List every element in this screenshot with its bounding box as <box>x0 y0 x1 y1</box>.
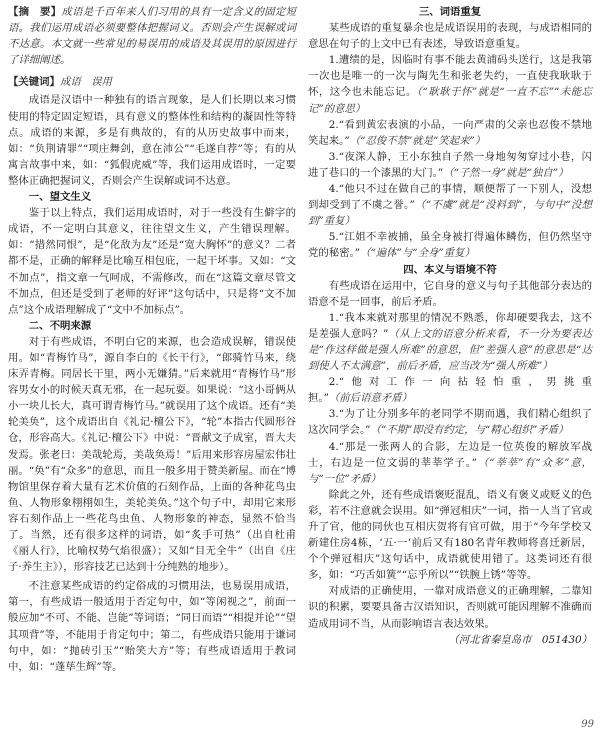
abstract-text: 成语是千百年来人们习用的具有一定含义的固定短语。我们运用成语必须要整体把握词义。否则会产生误解或词不达意。本文就一些常见的易误用的成语及其误用的原因进行了详细阐述。 <box>8 6 297 67</box>
intro-paragraph: 成语是汉语中一种独有的语言现象，是人们长期以来习惯使用的特定固定短语，具有意义的整体性和结构的凝固性等特点。成语的来源，多是有典故的，有的从历史故事中而来，如：“负荆请罪”“项庄舞剑，意在沛公”“毛遂自荐”等；有的从寓言故事中来，如：“狐假虎威”等，我们运用成语时，一定要整体正确把握词义，否则会产生误解或词不达意。 <box>8 94 296 187</box>
example-1 <box>308 52 592 116</box>
connotation-paragraph: 除此之外，还有些成语褒贬混乱，语义有褒义或贬义的色彩，若不注意就会误用。如“弹冠相庆”一词，指一人当了官或升了官，他的同伙也互相庆贺将有官可做，用于“今年学校又新建住房4栋，‘五·一’前后又有180名青年教师将喜迁新居，个个弹冠相庆”这句话中，成语就使用错了。这类词还有很多，如：“巧舌如簧”“忘乎所以”“铁腕上锈”等等。 <box>308 488 592 582</box>
example-3-text: 3.“夜深人静，王小东独自子然一身地匆匆穿过小巷，闪进了巷口的一个漆黑的大门。” <box>308 150 592 179</box>
mismatch-3-note: （“不期”即没有约定，与“精心组织”矛盾） <box>370 424 569 437</box>
mismatch-2-note: （前后语意矛盾） <box>328 392 413 405</box>
mismatch-4-note: （“莘莘”有“众多”意，与“一位”矛盾） <box>308 456 592 485</box>
section-heading-3: 三、词语重复 <box>418 6 482 18</box>
example-5 <box>308 229 592 261</box>
example-5-note: （“遍体”与“全身”重复） <box>360 247 475 260</box>
example-2 <box>308 117 592 149</box>
abstract-label: 【摘 要】 <box>8 6 62 18</box>
usage-paragraph: 不注意某些成语的约定俗成的习惯用法，也易误用成语，第一，有些成语一般适用于否定句中，如“等闲视之”，前面一般应加“不可、不能、岂能”等词语；“同日而语”“相提并论”“望其项背”等，不能用于肯定句中；第二，有些成语只能用于谦词句中，如：“抛砖引玉”“贻笑大方”等；有些成语适用于教词中，如：“蓬荜生辉”等。 <box>8 580 296 673</box>
example-2-text: 2.“看到黄宏表演的小品，一向严肃的父亲也忍俊不禁地笑起来。” <box>308 118 592 147</box>
example-5-text: 5.“江姐不幸被捕，虽全身被打得遍体鳞伤，但仍然坚守党的秘密。” <box>308 231 592 260</box>
example-1-note: （“耿耿于怀”就是“一直不忘”“未能忘记”的意思） <box>308 86 593 115</box>
mismatch-example-1 <box>308 310 592 374</box>
mismatch-2-text: 2.“他对工作一向拈轻怕重，男挑重担。” <box>308 376 592 405</box>
section-heading-1: 一、望文生义 <box>28 191 92 204</box>
example-3 <box>308 149 592 181</box>
page-number: 99 <box>581 719 594 730</box>
section-4-paragraph: 有些成语在运用中，它自身的意义与句子其他部分表达的语意不是一回事，前后矛盾。 <box>308 279 592 308</box>
conclusion-paragraph: 对成语的正确使用，一靠对成语意义的正确理解，二靠知识的积累，要要具备古汉语知识，否则就可能因理解不准确而造成用词不当，从而影响语言表达效果。 <box>308 585 592 630</box>
abstract-paragraph <box>8 4 296 68</box>
mismatch-3-text: 3.“为了让分别多年的老同学不期而遇，我们精心组织了这次同学会。” <box>308 408 592 437</box>
mismatch-4-text: 4.“那是一张两人的合影，左边是一位英俊的解放军战士，右边是一位文弱的莘莘学子。” <box>308 440 592 469</box>
mismatch-example-4 <box>308 439 592 487</box>
right-column <box>308 4 592 648</box>
keywords-label: 【关键词】 <box>8 76 60 89</box>
keywords-text: 成语 误用 <box>59 76 112 89</box>
example-4-text: 4.“他只不过在做自己的事情，顺便帮了一下别人，没想到却受到了不虞之誉。” <box>308 183 592 212</box>
example-2-note: （“忍俊不禁”就是“笑起来”） <box>349 134 486 147</box>
author-address: （河北省秦皇岛市 051430） <box>448 633 592 646</box>
section-heading-4: 四、本义与语境不符 <box>403 263 497 276</box>
example-4 <box>308 181 592 229</box>
section-1-paragraph: 鉴于以上特点，我们运用成语时，对于一些没有生僻字的成语，不一定明白其意义，往往望文生义，产生错误理解。如：“措然同恨”，是“化敌为友”还是“宽大胸怀”的意义？二者都不是，正确的解释是比喻互相包庇，一起干坏事。又如：“文不加点”，指文章一气呵成，不需修改，而在“这篇文章尽管文不加点，但还是受到了老师的好评”这句话中，只是将“文不加点”这个成语理解成了“文中不加标点”。 <box>8 207 296 316</box>
section-heading-2: 二、不明来源 <box>28 319 92 332</box>
keywords-paragraph <box>8 74 296 90</box>
abstract-block <box>8 4 296 90</box>
example-1-text: 1.遭绩的是，因临时有事不能去黄浦码头送行，这是我第一次也是唯一的一次与陶先生和张老失约，一直使我耿耿于怀，这今也未能忘记。 <box>308 54 592 99</box>
section-3-paragraph: 某些成语的重复暴余也是成语误用的表现，与成语相同的意思在句子的上文中已有表述，导致语意重复。 <box>308 22 592 51</box>
mismatch-example-2 <box>308 374 592 406</box>
section-2-paragraph: 对于有些成语，不明白它的来源，也会造成误解，错误使用。如“青梅竹马”，源自李白的《长干行》，“郎骑竹马来，绕床弄青梅。同居长干里，两小无嫌猜。”后来就用“青梅竹马”形容男女小的时候天真无邪，在一起玩耍。如果说：“这小哥俩从小一块儿长大，真可谓青梅竹马。”就误用了这个成语。还有“美轮美奂”，这个成语出自《礼记·檀公下》，“轮”本指古代圆形谷仓，形容高大。《礼记·檀公下》中说：“晋献文子成室，晋大夫发焉。张老曰：美哉轮焉，美哉奂焉！”后用来形容房屋宏伟壮丽。“奂”有“众多”的意思，而且一般多用于赞美新屋。而在“博物馆里保存着大量有艺术价值的石刻作品，上面的各种花鸟虫鱼、人物形象栩栩如生，美轮美奂。”这个句子中，却用它来形容石刻作品上一些花鸟虫鱼、人物形象的神态，显然不恰当了。当然，还有很多这样的词语，如“炙手可热”（出自杜甫《丽人行》，比喻权势气焰很盛）；又如“目无全牛”（出自《庄子·养生主》），形容技艺已达到十分纯熟的地步）。 <box>8 335 296 574</box>
mismatch-1-text: 1.“我本来就对那里的情况不熟悉，你却硬要我去，这不是差强人意吗？” <box>308 311 592 340</box>
example-3-note: （“子然一身”就是“独自”） <box>443 166 569 179</box>
example-4-note: （“不虞”就是“没料到”，与句中“没想到”重复） <box>308 199 592 228</box>
mismatch-1-note: （从上文的语意分析来看，不一分为要表达是“作这样做是强人所难”的意思，但“差强人意”的意思是“达到使人不太满意”，前后矛盾，应当改为“强人所难”） <box>308 327 592 373</box>
mismatch-example-3 <box>308 406 592 438</box>
left-column <box>8 4 296 675</box>
